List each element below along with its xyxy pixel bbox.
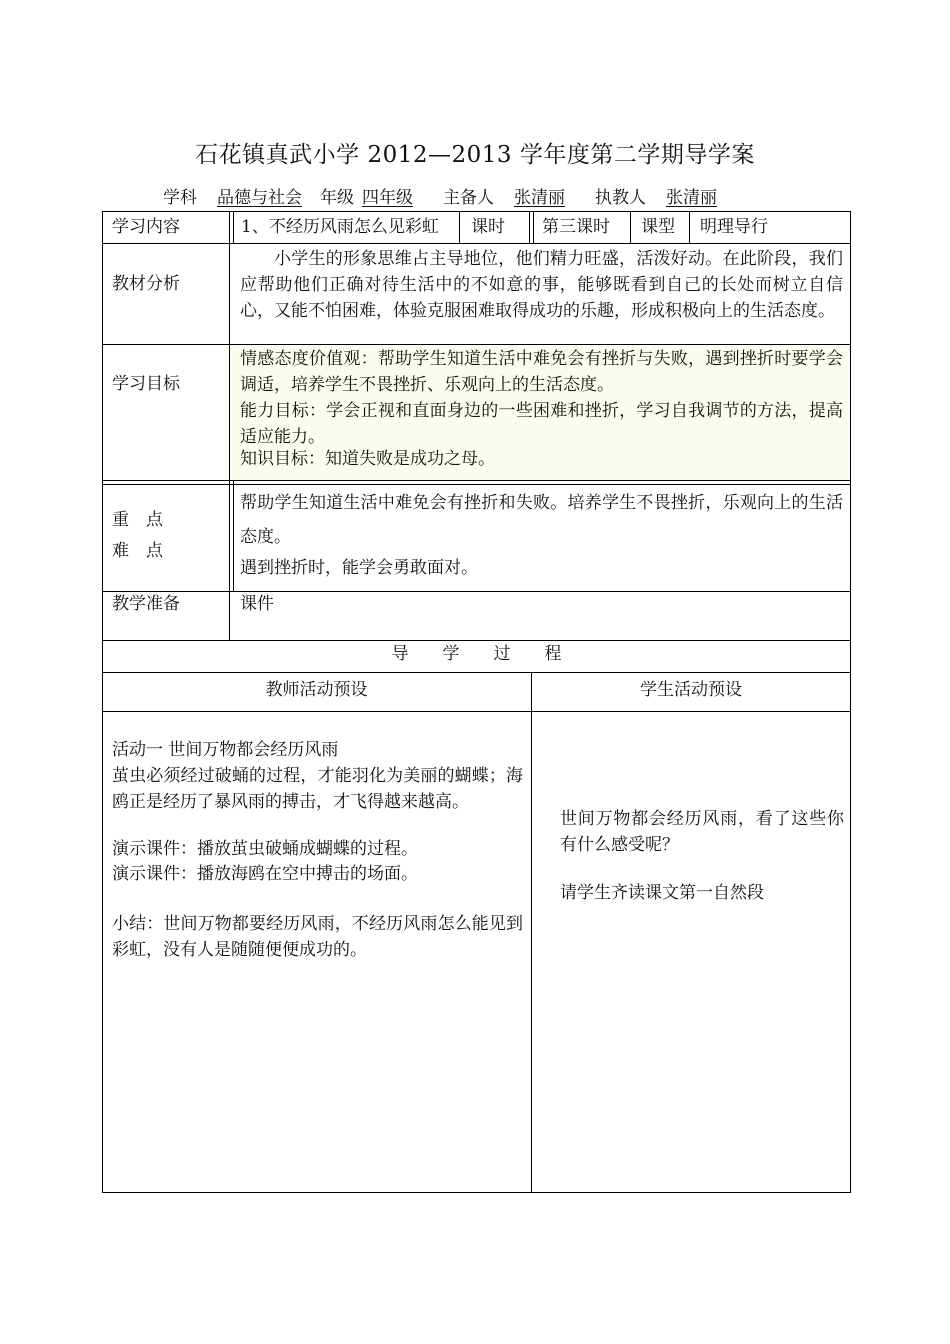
- analysis-text: 小学生的形象思维占主导地位，他们精力旺盛，活泼好动。在此阶段，我们应帮助他们正确对待生活中的不如意的事，能够既看到自己的长处而树立自信心，又能不怕困难，体验克服困难取得成功的乐趣，形成积极向上的生活态度。: [240, 249, 843, 321]
- prep-value: 课件: [240, 594, 274, 614]
- subject-value: 品德与社会: [217, 188, 302, 208]
- teacher-demo-1: 演示课件：播放茧虫破蛹成蝴蝶的过程。: [112, 839, 418, 859]
- teacher-label: 执教人: [595, 188, 646, 208]
- preparer-label: 主备人: [443, 188, 494, 208]
- teacher-demo-2: 演示课件：播放海鸥在空中搏击的场面。: [112, 864, 418, 884]
- student-column-header: 学生活动预设: [640, 680, 742, 700]
- teacher-column-header: 教师活动预设: [265, 680, 368, 700]
- goals-ability: 能力目标：学会正视和直面身边的一些困难和挫折，学习自我调节的方法，提高适应能力。: [240, 401, 843, 447]
- teacher-paragraph: 茧虫必须经过破蛹的过程，才能羽化为美丽的蝴蝶；海鸥正是经历了暴风雨的搏击，才飞得越来越高。: [112, 766, 523, 812]
- process-title: 导 学 过 程: [391, 644, 562, 664]
- student-task: 请学生齐读课文第一自然段: [560, 883, 764, 903]
- teacher-summary: 小结：世间万物都要经历风雨，不经历风雨怎么能见到彩虹，没有人是随随便便成功的。: [112, 914, 523, 960]
- key-text: 帮助学生知道生活中难免会有挫折和失败。培养学生不畏挫折，乐观向上的生活态度。: [240, 493, 843, 547]
- grade-label: 年级: [320, 188, 354, 208]
- prep-label: 教学准备: [112, 594, 180, 614]
- student-question: 世间万物都会经历风雨，看了这些你有什么感受呢？: [560, 809, 844, 855]
- key-label: 重 点: [112, 510, 163, 530]
- period-label: 课时: [471, 217, 505, 237]
- goals-emotion: 情感态度价值观：帮助学生知道生活中难免会有挫折与失败，遇到挫折时要学会调适，培养学生不畏挫折、乐观向上的生活态度。: [240, 349, 843, 395]
- row-prep-border: [102, 591, 851, 641]
- goals-label: 学习目标: [112, 374, 180, 394]
- goals-knowledge: 知识目标：知道失败是成功之母。: [240, 449, 495, 469]
- grade-value: 四年级: [362, 188, 413, 208]
- teacher-value: 张清丽: [666, 188, 717, 208]
- difficult-label: 难 点: [112, 541, 163, 561]
- analysis-label: 教材分析: [112, 274, 180, 294]
- meta-line: [163, 183, 717, 208]
- type-value: 明理导行: [700, 217, 768, 237]
- preparer-value: 张清丽: [514, 188, 565, 208]
- teacher-activity-title: 活动一 世间万物都会经历风雨: [112, 740, 339, 760]
- page-title: 石花镇真武小学 2012—2013 学年度第二学期导学案: [195, 142, 755, 168]
- type-label: 课型: [641, 217, 675, 237]
- subject-label: 学科: [163, 188, 197, 208]
- difficult-text: 遇到挫折时，能学会勇敢面对。: [240, 558, 478, 578]
- content-label: 学习内容: [112, 217, 180, 237]
- period-value: 第三课时: [542, 217, 610, 237]
- lesson-title: 1、不经历风雨怎么见彩虹: [241, 217, 439, 237]
